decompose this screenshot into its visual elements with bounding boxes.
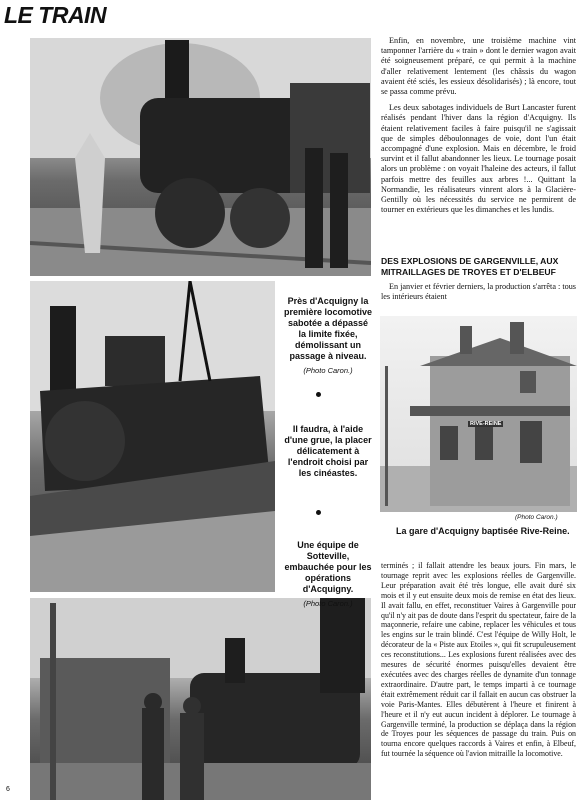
- station-sign: RIVE-REINE: [470, 421, 502, 427]
- caption-crane: [283, 424, 373, 479]
- magazine-title: LE TRAIN: [4, 2, 107, 28]
- page-number: 6: [6, 786, 10, 793]
- bullet-dot: [316, 392, 321, 397]
- article-paragraph-2: Les deux sabotages individuels de Burt Lancaster furent réalisés pendant l'hiver dans la région d'Acquigny. Ils étaient relativement faciles à faire puisqu'il ne s'agissait que de simples déboulonnages de voie, dont l'un était accompagné d'une explosion. Mais en décembre, le froid survint et il fallut abandonner les lieux. Le tournage posait alors un problème : on voyait l'haleine des acteurs, il fallut parfois mettre des feuilles aux arbres !... Quittant la Normandie, les réalisateurs vinrent alors à la Glacière-Gentilly où les nécessités du service ne permirent de tourner en extérieurs que les dimanches et les lundis.: [381, 103, 576, 215]
- caption-crane-text: Il faudra, à l'aide d'une grue, la placer délicatement à l'endroit choisi par les cinéastes.: [284, 424, 372, 478]
- caption-sotteville-credit: (Photo Caron.): [303, 599, 353, 608]
- photo-crane-locomotive: [30, 281, 275, 592]
- caption-station: La gare d'Acquigny baptisée Rive-Reine.: [396, 526, 570, 536]
- article-paragraph-3: En janvier et février derniers, la production s'arrêta : tous les intérieurs étaient: [381, 282, 576, 302]
- caption-sotteville-team: [283, 540, 373, 609]
- article-paragraph-4: terminés ; il fallait attendre les beaux jours. Fin mars, le tournage reprit avec les explosions réelles de Gargenville. Leur préparation avait été très longue, elle avait duré six mois et il y eut ensuite deux mois de remise en état des lieux. Il avait fallu, en effet, reconstituer Vaires à Gargenville pour qu'il n'y ait pas de doute dans l'esprit du spectateur, faire de la maçonnerie, refaire une cabine, replacer les véhicules et tous les engins sur le train blindé. C'est l'équipe de Willy Holt, le décorateur de la « Piste aux Etoiles », qui fit scrupuleusement ces reconstitutions... Les explosions furent réalisées avec des mesures de sécurité énormes puisqu'elles devaient être exécutées avec des charges réelles de dynamite d'un tonnage extraordinaire. D'autre part, le temps imparti à ce tournage était extrêmement réduit car il fallait en aucun cas obstruer la voie Paris-Mantes. Elles débutèrent à l'heure et finirent à l'heure et il n'y eut aucun incident à déplorer. Le tournage à Gargenville terminé, la production se déplaça dans la région de Troyes pour les séquences de passage du train. Puis on tourna encore quelques raccords à Vaires et enfin, à Elbeuf, fut tournée la séquence où l'avion mitraille la locomotive.: [381, 561, 576, 759]
- photo-locomotive-crash: [30, 38, 371, 276]
- caption-first-locomotive-text: Près d'Acquigny la première locomotive sabotée a dépassé la limite fixée, démolissant un passage à niveau.: [283, 296, 373, 361]
- photo-station-building: [380, 316, 577, 512]
- article-column-top: [381, 36, 576, 221]
- article-subheading: DES EXPLOSIONS DE GARGENVILLE, AUX MITRAILLAGES DE TROYES ET D'ELBEUF: [381, 256, 559, 277]
- caption-first-locomotive: [283, 296, 373, 376]
- caption-first-locomotive-credit: (Photo Caron.): [303, 366, 353, 375]
- caption-sotteville-text: Une équipe de Sotteville, embauchée pour les opérations d'Acquigny.: [284, 540, 372, 594]
- caption-station-credit: (Photo Caron.): [515, 514, 558, 521]
- bullet-dot: [316, 510, 321, 515]
- article-paragraph-1: Enfin, en novembre, une troisième machine vint tamponner l'arrière du « train » dont le dernier wagon avait été soigneusement préparé, ce qui permit à la machine d'aller relativement lentement (les châssis du wagon avaient été sciés, les essieux désolidarisés) ; là encore, tout se passa comme prévu.: [381, 36, 576, 97]
- photo-crew-locomotive: [30, 598, 371, 800]
